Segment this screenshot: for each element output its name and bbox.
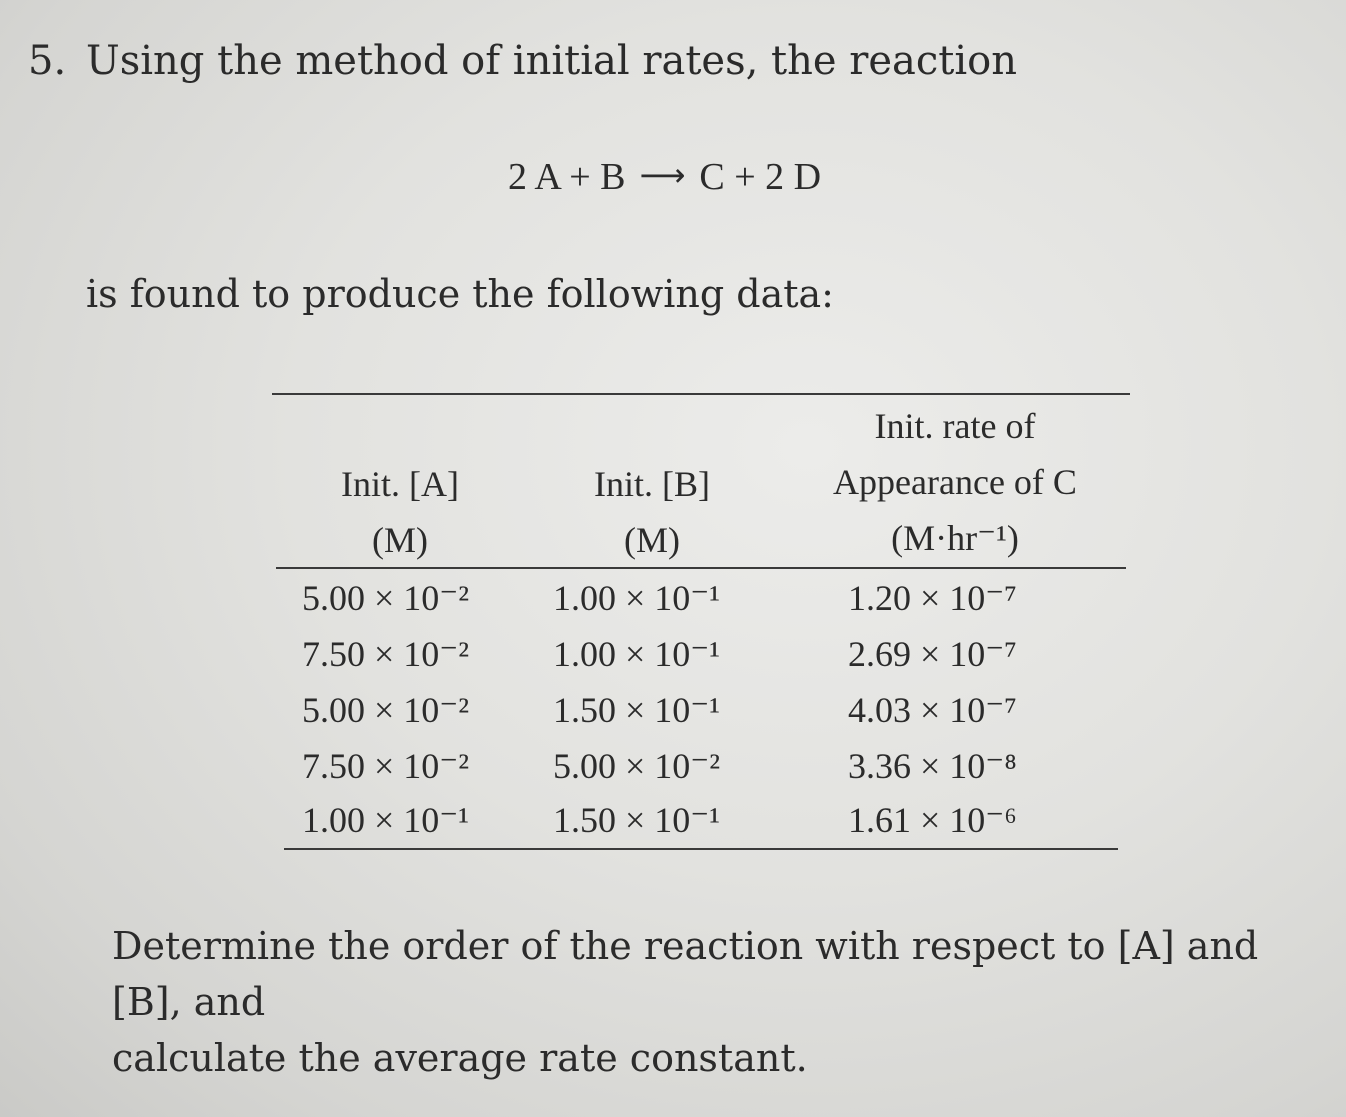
- table-cell-b: 1.50 × 10⁻¹: [553, 690, 721, 730]
- header-label: Init. rate of: [874, 406, 1036, 446]
- table-cell-a: 7.50 × 10⁻²: [302, 634, 470, 674]
- equation-reactants: 2 A + B: [508, 156, 626, 198]
- question-intro: Using the method of initial rates, the reaction: [86, 38, 1017, 84]
- question-number: 5.: [28, 38, 67, 84]
- header-label: Init. [A]: [341, 464, 459, 504]
- table-cell-a: 1.00 × 10⁻¹: [302, 800, 470, 840]
- table-cell-a: 5.00 × 10⁻²: [302, 578, 470, 618]
- equation-products: C + 2 D: [699, 156, 822, 198]
- task-line: calculate the average rate constant.: [112, 1036, 808, 1080]
- table-top-rule: [272, 393, 1130, 395]
- table-cell-b: 1.00 × 10⁻¹: [553, 578, 721, 618]
- table-cell-c: 3.36 × 10⁻⁸: [848, 746, 1017, 786]
- table-cell-a: 5.00 × 10⁻²: [302, 690, 470, 730]
- header-unit: (M·hr⁻¹): [891, 518, 1019, 558]
- data-intro-text: is found to produce the following data:: [86, 272, 834, 316]
- reaction-equation: [508, 155, 821, 199]
- table-cell-c: 1.61 × 10⁻⁶: [848, 800, 1017, 840]
- table-bottom-rule: [284, 848, 1118, 850]
- header-init-rate-c: [790, 398, 1120, 566]
- header-unit: (M): [624, 520, 680, 560]
- table-cell-c: 4.03 × 10⁻⁷: [848, 690, 1017, 730]
- table-cell-b: 1.00 × 10⁻¹: [553, 634, 721, 674]
- table-cell-c: 1.20 × 10⁻⁷: [848, 578, 1017, 618]
- table-cell-a: 7.50 × 10⁻²: [302, 746, 470, 786]
- table-header-rule: [276, 567, 1126, 569]
- header-init-b: [552, 456, 752, 568]
- reaction-arrow-icon: ⟶: [639, 156, 686, 194]
- table-cell-b: 5.00 × 10⁻²: [553, 746, 721, 786]
- table-cell-b: 1.50 × 10⁻¹: [553, 800, 721, 840]
- header-unit: (M): [372, 520, 428, 560]
- table-cell-c: 2.69 × 10⁻⁷: [848, 634, 1017, 674]
- header-label: Appearance of C: [833, 462, 1077, 502]
- header-init-a: [300, 456, 500, 568]
- task-line: Determine the order of the reaction with respect to [A] and [B], and: [112, 924, 1259, 1024]
- question-task: [112, 918, 1312, 1086]
- header-label: Init. [B]: [594, 464, 710, 504]
